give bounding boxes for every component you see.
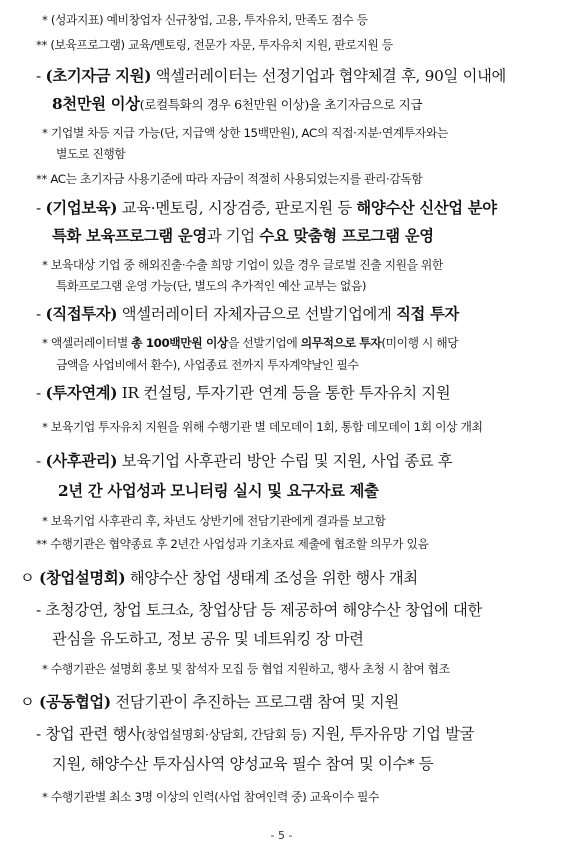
item-startup-briefing-content-cont: 관심을 유도하고, 정보 공유 및 네트워킹 장 마련 <box>52 630 364 648</box>
item-investment-linkage: - (투자연계) IR 컨설팅, 투자기관 연계 등을 통한 투자유치 지원 <box>36 384 451 402</box>
note-differential-payment-cont: 별도로 진행함 <box>56 147 126 161</box>
note-training-requirement: * 수행기관별 최소 3명 이상의 인력(사업 참여인력 중) 교육이수 필수 <box>42 790 380 804</box>
note-mandatory-investment-cont: 금액을 사업비에서 환수), 사업종료 전까지 투자계약날인 필수 <box>56 358 359 372</box>
note-differential-payment: * 기업별 차등 지급 가능(단, 지급액 상한 15백만원), AC의 직접·지분·연계투자와는 <box>42 126 448 140</box>
section-startup-briefing: ㅇ (창업설명회) 해양수산 창업 생태계 조성을 위한 행사 개최 <box>20 569 418 587</box>
note-mandatory-investment: * 액셀러레이터별 총 100백만원 이상을 선발기업에 의무적으로 투자(미이행 시 해당 <box>42 336 459 350</box>
item-startup-briefing-content: - 초청강연, 창업 토크쇼, 창업상담 등 제공하여 해양수산 창업에 대한 <box>36 601 482 619</box>
note-ac-fund-management: ** AC는 초기자금 사용기준에 따라 자금이 적절히 사용되었는지를 관리·감독함 <box>36 172 423 186</box>
note-demo-day: * 보육기업 투자유치 지원을 위해 수행기관 별 데모데이 1회, 통합 데모데이 1회 이상 개최 <box>42 420 483 434</box>
item-initial-fund: - (초기자금 지원) 액셀러레이터는 선정기업과 협약체결 후, 90일 이내에 <box>36 67 507 85</box>
note-briefing-cooperation: * 수행기관은 설명회 홍보 및 참석자 모집 등 협업 지원하고, 행사 초청 시 참여 협조 <box>42 662 450 676</box>
item-joint-cooperation-content: - 창업 관련 행사(창업설명회·상담회, 간담회 등) 지원, 투자유망 기업 발굴 <box>36 725 475 743</box>
item-direct-investment: - (직접투자) 액셀러레이터 자체자금으로 선발기업에게 직접 투자 <box>36 305 460 323</box>
item-follow-up: - (사후관리) 보육기업 사후관리 방안 수립 및 지원, 사업 종료 후 <box>36 452 453 470</box>
note-global-support: * 보육대상 기업 중 해외진출·수출 희망 기업이 있을 경우 글로벌 진출 지원을 위한 <box>42 258 443 272</box>
note-incubation-program: ** (보육프로그램) 교육/멘토링, 전문가 자문, 투자유치 지원, 판로지원 등 <box>36 38 393 52</box>
page-number: - 5 - <box>270 829 293 842</box>
note-follow-up-report: * 보육기업 사후관리 후, 차년도 상반기에 전담기관에게 결과를 보고함 <box>42 514 386 528</box>
note-data-submission: ** 수행기관은 협약종료 후 2년간 사업성과 기초자료 제출에 협조할 의무가 있음 <box>36 537 429 551</box>
note-global-support-cont: 특화프로그램 운영 가능(단, 별도의 추가적인 예산 교부는 없음) <box>56 279 367 293</box>
item-business-incubation-cont: 특화 보육프로그램 운영과 기업 수요 맞춤형 프로그램 운영 <box>52 227 434 245</box>
section-joint-cooperation: ㅇ (공동협업) 전담기관이 추진하는 프로그램 참여 및 지원 <box>20 693 399 711</box>
item-business-incubation: - (기업보육) 교육·멘토링, 시장검증, 판로지원 등 해양수산 신산업 분야 <box>36 199 497 217</box>
item-follow-up-cont: 2년 간 사업성과 모니터링 실시 및 요구자료 제출 <box>58 482 379 500</box>
item-joint-cooperation-content-cont: 지원, 해양수산 투자심사역 양성교육 필수 참여 및 이수* 등 <box>52 755 434 773</box>
item-initial-fund-cont: 8천만원 이상(로컬특화의 경우 6천만원 이상)을 초기자금으로 지급 <box>52 95 423 113</box>
note-performance-indicators: * (성과지표) 예비창업자 신규창업, 고용, 투자유치, 만족도 점수 등 <box>42 13 368 27</box>
